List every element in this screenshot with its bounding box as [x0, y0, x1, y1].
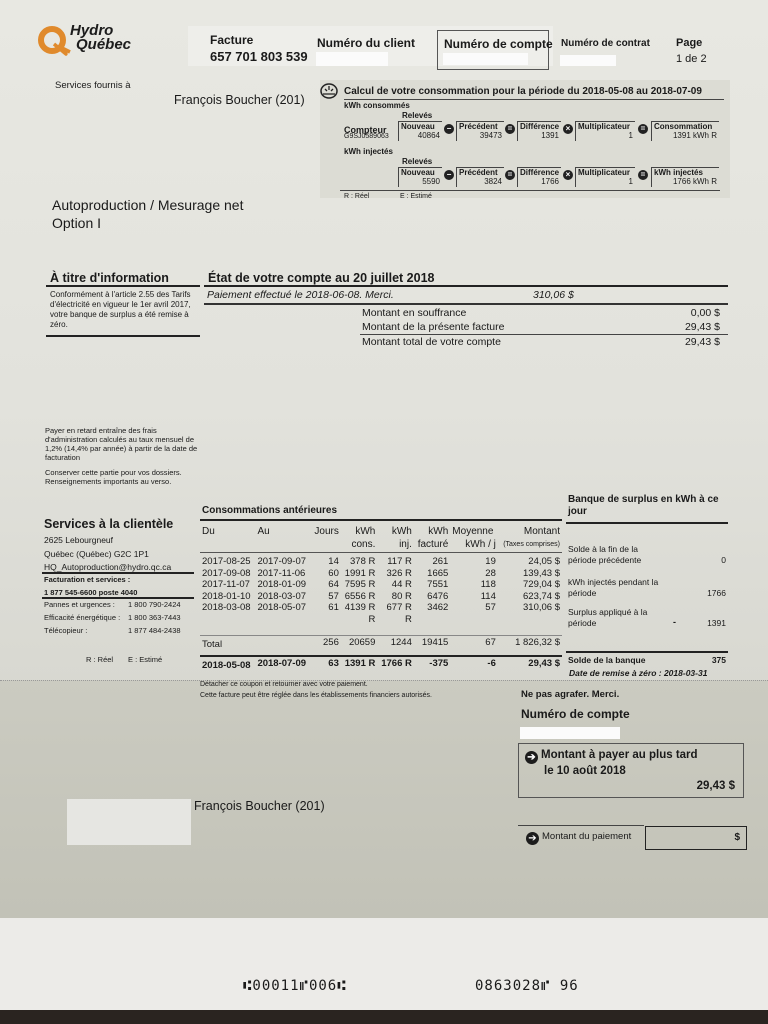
equals-icon: = [638, 124, 648, 134]
surplus-value: 1391 [707, 618, 726, 628]
account-number-label: Numéro de compte [444, 37, 553, 51]
page-value: 1 de 2 [676, 53, 707, 65]
info-text: Conformément à l'article 2.55 des Tarifs d'électricité en vigueur le 1er avril 2017, votre banque de surplus a été remise à zéro. [50, 290, 191, 329]
history-row: 2017-09-08 2017-11-06 60 1991 R 326 R 1665 28 139,43 $ [202, 567, 560, 579]
total-account-value: 29,43 $ [684, 336, 720, 348]
minus-icon: − [444, 170, 454, 180]
consumed-precedent: Précédent 39473 [456, 121, 504, 141]
legend-reel: R : Réel [86, 655, 114, 664]
releves-label-1: Relevés [402, 111, 433, 120]
detach-notice: Détacher ce coupon et retourner avec votre paiement. [200, 681, 368, 688]
equals-icon: = [505, 170, 515, 180]
history-table [200, 524, 562, 671]
injected-difference: Différence 1766 [517, 167, 561, 187]
due-label-2: le 10 août 2018 [544, 765, 626, 777]
surplus-value: 0 [721, 555, 726, 565]
surplus-balance-value: 375 [711, 655, 726, 665]
meter-id: G9SJ0589063 [344, 133, 389, 140]
coupon-customer-name: François Boucher (201) [194, 799, 325, 813]
history-current-row: 2018-05-08 2018-07-09 63 1391 R 1766 R -375 -6 29,43 $ [202, 658, 560, 671]
history-header-row: Du Au Jours kWh kWh kWh Moyenne Montant [202, 525, 560, 537]
minus-icon: − [444, 124, 454, 134]
due-amount: 29,43 $ [696, 780, 735, 792]
history-row-extra: R R [368, 613, 412, 625]
micr-left: ⑆00011⑈006⑆ [243, 978, 347, 994]
history-row: 2018-01-10 2018-03-07 57 6556 R 80 R 6476 114 623,74 $ [202, 590, 560, 602]
cs-billing-label: Facturation et services : [44, 575, 131, 584]
history-row: 2017-08-25 2017-09-07 14 378 R 117 R 261 19 24,05 $ [202, 556, 560, 568]
cs-phone-label: Télécopieur : [44, 626, 88, 635]
cs-phone-label: Efficacité énergétique : [44, 613, 121, 622]
cs-phone-value: 1 800 363-7443 [128, 613, 181, 622]
injected-total: kWh injectés 1766 kWh R [651, 167, 719, 187]
arrow-right-icon: ➔ [526, 832, 539, 845]
releves-label-2: Relevés [402, 157, 433, 166]
micr-right: 0863028⑈ 96 [475, 978, 579, 994]
no-staple-notice: Ne pas agrafer. Merci. [521, 689, 620, 700]
consumed-multiplicateur: Multiplicateur 1 [575, 121, 635, 141]
total-account-label: Montant total de votre compte [362, 336, 501, 348]
surplus-label: Surplus appliqué à la période [568, 607, 648, 628]
history-rule-top [200, 519, 562, 521]
kwh-consumed-label: kWh consommés [344, 101, 410, 110]
meter-icon [320, 83, 338, 99]
cs-rule-1 [42, 572, 194, 574]
coupon-account-redacted [520, 727, 620, 739]
consumed-difference: Différence 1391 [517, 121, 561, 141]
payment-amount-field[interactable] [645, 826, 747, 850]
legend-reel: R : Réel [344, 193, 370, 200]
history-row: 2018-03-08 2018-05-07 61 4139 R 677 R 3462 57 310,06 $ [202, 602, 560, 614]
current-bill-value: 29,43 $ [684, 321, 720, 333]
coupon-account-label: Numéro de compte [521, 707, 630, 721]
equals-icon: = [638, 170, 648, 180]
cs-billing-phone: 1 877 545-6600 poste 4040 [44, 588, 138, 597]
cs-address2: Québec (Québec) G2C 1P1 [44, 549, 149, 559]
payment-amount: 310,06 $ [533, 289, 574, 301]
cs-phone-label: Pannes et urgences : [44, 600, 115, 609]
legend-estime: E : Estimé [400, 193, 432, 200]
client-number-redacted [316, 52, 388, 66]
overdue-value: 0,00 $ [690, 307, 720, 319]
surplus-value: 1766 [707, 588, 726, 598]
hydro-quebec-logo [36, 22, 156, 62]
multiply-icon: × [563, 170, 573, 180]
cs-rule-2 [42, 597, 194, 599]
contract-number-label: Numéro de contrat [561, 38, 650, 49]
info-title: À titre d'information [50, 271, 169, 285]
institutions-notice: Cette facture peut être réglée dans les établissements financiers autorisés. [200, 692, 432, 699]
surplus-label: Solde à la fin de la période précédente [568, 544, 642, 565]
surplus-sign: - [673, 617, 676, 627]
payment-currency: $ [734, 832, 740, 843]
legend-estime: E : Estimé [128, 655, 163, 664]
history-title: Consommations antérieures [202, 505, 338, 516]
address-redacted [67, 799, 191, 845]
injected-multiplicateur: Multiplicateur 1 [575, 167, 635, 187]
program-line2: Option I [52, 215, 102, 231]
total-rule [360, 334, 728, 335]
program-line1: Autoproduction / Mesurage net [52, 197, 244, 213]
customer-service-title: Services à la clientèle [44, 517, 174, 531]
keep-notice: Conserver cette partie pour vos dossiers. Renseignements importants au verso. [45, 468, 182, 486]
injected-nouveau: Nouveau 5590 [398, 167, 442, 187]
surplus-reset-date: Date de remise à zéro : 2018-03-31 [569, 668, 708, 678]
meter-label: Compteur [344, 125, 387, 135]
account-status-rule [204, 285, 728, 287]
cs-email-link[interactable]: HQ_Autoproduction@hydro.qc.ca [44, 562, 172, 572]
account-number-redacted [443, 53, 528, 65]
surplus-rule-top [566, 522, 728, 524]
surplus-balance-label: Solde de la banque [568, 655, 646, 665]
late-fee-notice: Payer en retard entraîne des frais d'administration calculés au taux mensuel de 1,2% (14,4% par année) à partir de la date de facturation [45, 426, 198, 462]
payment-rule [204, 303, 728, 305]
history-total-row: Total 256 20659 1244 19415 67 1 826,32 $ [202, 637, 560, 650]
surplus-rule-bottom [566, 651, 728, 653]
info-rule-top [46, 285, 200, 287]
surplus-label: kWh injectés pendant la période [568, 577, 659, 598]
payment-rule [518, 825, 644, 826]
consumption-title: Calcul de votre consommation pour la période du 2018-05-08 au 2018-07-09 [344, 86, 724, 100]
micr-band [0, 918, 768, 1010]
current-bill-label: Montant de la présente facture [362, 321, 505, 333]
overdue-label: Montant en souffrance [362, 307, 467, 319]
consumed-total: Consommation 1391 kWh R [651, 121, 719, 141]
cs-phone-value: 1 800 790-2424 [128, 600, 181, 609]
facture-label: Facture [210, 33, 254, 47]
consumption-bottom-rule [340, 190, 720, 191]
kwh-injected-label: kWh injectés [344, 147, 393, 156]
page-label: Page [676, 37, 703, 49]
facture-number: 657 701 803 539 [210, 49, 308, 64]
equals-icon: = [505, 124, 515, 134]
amount-due-box [518, 743, 744, 798]
consumed-nouveau: Nouveau 40864 [398, 121, 442, 141]
history-row: 2017-11-07 2018-01-09 64 7595 R 44 R 7551 118 729,04 $ [202, 579, 560, 591]
payment-text: Paiement effectué le 2018-06-08. Merci. [207, 289, 394, 301]
history-header-row-2: cons. inj. facturé kWh / j (Taxes comprises) [351, 539, 560, 551]
client-number-label: Numéro du client [317, 36, 416, 50]
service-customer-name: François Boucher (201) [174, 93, 305, 107]
cs-phone-value: 1 877 484-2438 [128, 626, 181, 635]
surplus-title: Banque de surplus en kWh à ce jour [568, 494, 719, 517]
due-label-1: Montant à payer au plus tard [541, 749, 698, 761]
arrow-right-icon: ➔ [525, 751, 538, 764]
contract-number-redacted [560, 55, 616, 66]
payment-amount-label: Montant du paiement [542, 831, 632, 842]
injected-precedent: Précédent 3824 [456, 167, 504, 187]
multiply-icon: × [563, 124, 573, 134]
cs-address1: 2625 Lebourgneuf [44, 535, 114, 545]
perforation-line [0, 680, 768, 681]
info-rule-bottom [46, 335, 200, 337]
logo-text: Hydro Québec [70, 22, 132, 53]
account-status-title: État de votre compte au 20 juillet 2018 [208, 271, 435, 285]
services-label: Services fournis à [55, 80, 131, 91]
